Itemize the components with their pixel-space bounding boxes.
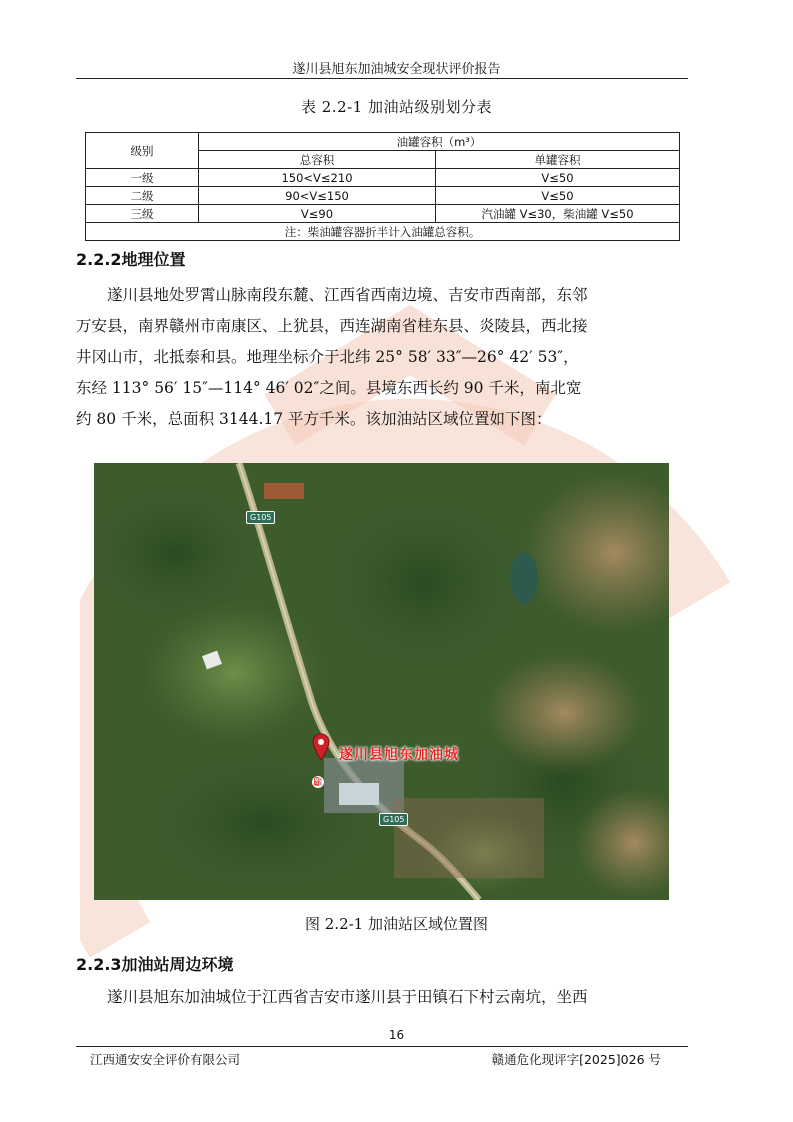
cell-single: V≤50 bbox=[436, 169, 680, 187]
cell-level: 一级 bbox=[86, 169, 199, 187]
satellite-location-map bbox=[94, 463, 669, 900]
road-label-g105-north: G105 bbox=[246, 511, 275, 524]
col-header-total: 总容积 bbox=[199, 151, 436, 169]
table-note: 注：柴油罐容器折半计入油罐总容积。 bbox=[86, 223, 680, 241]
section-heading-location: 2.2.2地理位置 bbox=[76, 250, 186, 269]
location-paragraph bbox=[76, 280, 688, 435]
table-row bbox=[86, 187, 680, 205]
cell-total: 90<V≤150 bbox=[199, 187, 436, 205]
paragraph-line: 井冈山市，北抵泰和县。地理坐标介于北纬 25° 58′ 33″—26° 42′ 53″， bbox=[76, 348, 579, 366]
footer-report-number: 赣通危化现评字[2025]026 号 bbox=[491, 1052, 661, 1067]
footer-company: 江西通安安全评价有限公司 bbox=[90, 1052, 241, 1067]
gas-station-icon: ⛽ bbox=[313, 777, 323, 786]
location-pin-icon bbox=[312, 733, 330, 761]
road-label-g105-south: G105 bbox=[379, 813, 408, 826]
paragraph-line: 约 80 千米，总面积 3144.17 平方千米。该加油站区域位置如下图： bbox=[76, 410, 552, 428]
table-header-row bbox=[86, 133, 680, 151]
page-number: 16 bbox=[388, 1028, 405, 1042]
table-row bbox=[86, 169, 680, 187]
col-header-single: 单罐容积 bbox=[436, 151, 680, 169]
cell-single: V≤50 bbox=[436, 187, 680, 205]
station-grade-table bbox=[85, 132, 680, 241]
table-row bbox=[86, 205, 680, 223]
paragraph-line: 遂川县旭东加油城位于江西省吉安市遂川县于田镇石下村云南坑，坐西 bbox=[107, 988, 588, 1006]
cell-single: 汽油罐 V≤30，柴油罐 V≤50 bbox=[436, 205, 680, 223]
figure-caption: 图 2.2-1 加油站区域位置图 bbox=[304, 915, 488, 933]
table-caption: 表 2.2-1 加油站级别划分表 bbox=[300, 98, 492, 116]
footer-rule bbox=[76, 1046, 688, 1047]
col-header-level: 级别 bbox=[86, 133, 199, 169]
running-header-title: 遂川县旭东加油城安全现状评价报告 bbox=[292, 62, 501, 77]
table-note-row bbox=[86, 223, 680, 241]
cell-total: 150<V≤210 bbox=[199, 169, 436, 187]
station-map-label: 遂川县旭东加油城 bbox=[339, 747, 459, 763]
col-header-tank-volume: 油罐容积（m³） bbox=[199, 133, 680, 151]
cell-level: 三级 bbox=[86, 205, 199, 223]
cell-total: V≤90 bbox=[199, 205, 436, 223]
paragraph-line: 万安县，南界赣州市南康区、上犹县，西连湖南省桂东县、炎陵县，西北接 bbox=[76, 317, 588, 335]
section-heading-surroundings: 2.2.3加油站周边环境 bbox=[76, 955, 234, 974]
header-rule bbox=[76, 78, 688, 79]
paragraph-line: 遂川县地处罗霄山脉南段东麓、江西省西南边境、吉安市西南部，东邻 bbox=[107, 286, 588, 304]
surroundings-paragraph bbox=[76, 982, 688, 1013]
satellite-image bbox=[94, 463, 669, 900]
cell-level: 二级 bbox=[86, 187, 199, 205]
paragraph-line: 东经 113° 56′ 15″—114° 46′ 02″之间。县境东西长约 90 千米，南北宽 bbox=[76, 379, 582, 397]
